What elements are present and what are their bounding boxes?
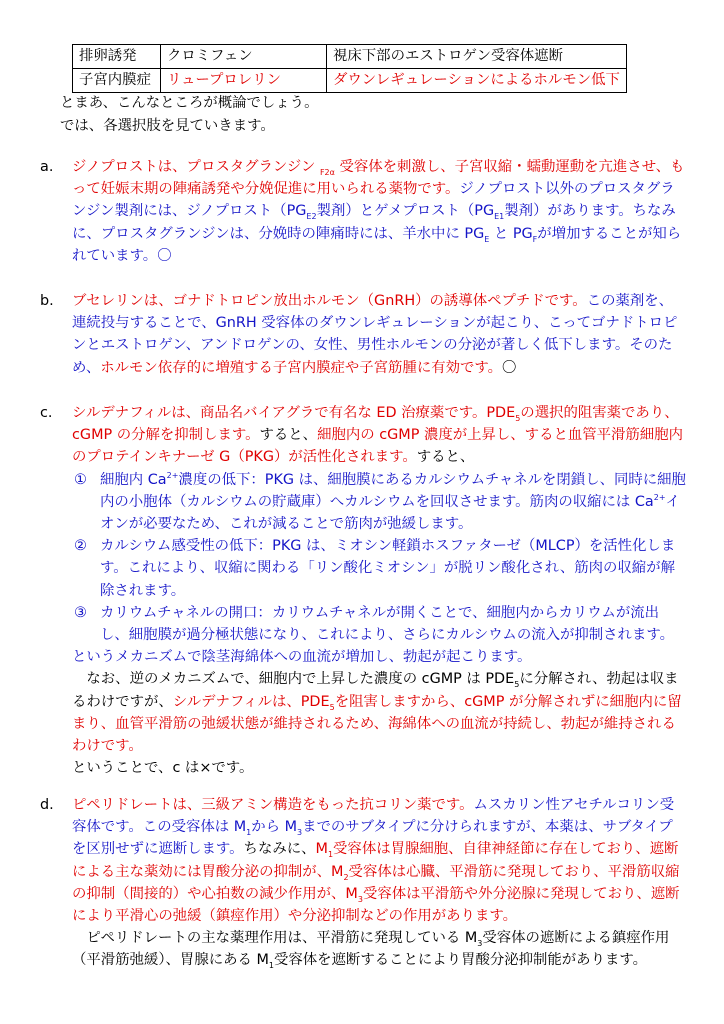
option-label: c. [40,405,53,421]
table-cell: 排卵誘発 [73,45,161,69]
option-label: d. [40,797,54,813]
intro-line-2: では、各選択肢を見ていきます。 [60,118,275,134]
intro-line-1: とまあ、こんなところが概論でしょう。 [60,95,319,111]
table-cell: ダウンレギュレーションによるホルモン低下 [327,69,627,93]
option-label: a. [40,159,54,175]
table-cell: 視床下部のエストロゲン受容体遮断 [327,45,627,69]
mechanism-item-2: ② カルシウム感受性の低下：PKG は、ミオシン軽鎖ホスファターゼ（MLCP）を活性化します。これにより、収縮に関わる「リン酸化ミオシン」が脱リン酸化され、筋肉の収縮が解除されます。 [74,538,676,599]
table-cell: クロミフェン [161,45,327,69]
mechanism-item-3: ③ カリウムチャネルの開口：カリウムチャネルが開くことで、細胞内からカリウムが流出し、細胞膜が過分極状態になり、これにより、さらにカルシウムの流入が抑制されます。 [74,604,674,644]
option-body: ジノプロストは、プロスタグランジン $_{F2\alpha}$ 受容体を刺激し、子宮収縮・蠕動運動を亢進させ、もって妊娠末期の陣痛誘発や分娩促進に用いられる薬物です。ジノプロスト以外のプロスタグランジン製剤には、ジノプロスト（$PG_{E2}$製剤）とゲメプロスト（$PG_{E1}$製剤）があります。ちなみに、プロスタグランジンは、分娩時の陣痛時には、羊水中に $PG_E$ と $PG_F$が増加することが知られています。〇 [72,159,685,264]
option-label: b. [40,293,54,309]
option-body: ブセレリンは、ゴナドトロピン放出ホルモン（GnRH）の誘導体ペプチドです。この薬剤を、連続投与することで、GnRH 受容体のダウンレギュレーションが起こり、こってゴナドトロピンとエストロゲン、アンドロゲンの、女性、男性ホルモンの分泌が著しく低下します。そのため、ホルモン依存的に増殖する子宮内膜症や子宮筋腫に有効です。〇 [72,293,678,376]
conclusion: ということで、c は×です。 [72,760,254,777]
drug-table [72,44,627,93]
option-body: ピペリドレートは、三級アミン構造をもった抗コリン薬です。ムスカリン性アセチルコリン受容体です。この受容体は $M_1$から $M_3$までのサブタイプに分けられますが、本薬は、サブタイプを区別せずに遮断します。ちなみに、$M_1$受容体は胃腺細胞、自律神経節に存在しており、遮断による主な薬効には胃酸分泌の抑制が、$M_2$受容体は心臓、平滑筋に発現しており、平滑筋収縮の抑制（間接的）や心拍数の減少作用が、$M_3$受容体は平滑筋や外分泌腺に発現しており、遮断により平滑心の弛緩（鎮痙作用）や分泌抑制などの作用があります。 ピペリドレートの主な薬理作用は、平滑筋に発現している $M_3$受容体の遮断による鎮痙作用（平滑筋弛緩）、胃腺にある $M_1$受容体を遮断することにより胃酸分泌抑制能があります。 [72,797,680,971]
table-cell: リュープロレリン [161,69,327,93]
option-body: シルデナフィルは、商品名バイアグラで有名な ED 治療薬です。$PDE_5$の選択的阻害薬であり、cGMP の分解を抑制します。すると、細胞内の cGMP 濃度が上昇し、すると血管平滑筋細胞内のプロテインキナーゼ G（PKG）が活性化されます。すると、 ① 細胞内 $Ca^{2+}$濃度の低下：PKG は、細胞膜にあるカルシウムチャネルを閉鎖し、同時に細胞内の小胞体（カルシウムの貯蔵庫）へカルシウムを回収させます。筋肉の収縮には $Ca^{2+}$イオンが必要なため、これが減ることで筋肉が弛緩します。 ② カルシウム感受性の低下：PKG は、ミオシン軽鎖ホスファターゼ（MLCP）を活性化します。これにより、収縮に関わる「リン酸化ミオシン」が脱リン酸化され、筋肉の収縮が解除されます。 ③ カリウムチャネルの開口：カリウムチャネルが開くことで、細胞内からカリウムが流出し、細胞膜が過分極状態になり、これにより、さらにカルシウムの流入が抑制されます。 というメカニズムで陰茎海綿体への血流が増加し、勃起が起こります。 なお、逆のメカニズムで、細胞内で上昇した濃度の cGMP は $PDE_5$に分解され、勃起は収まるわけですが、シルデナフィルは、$PDE_5$を阻害しますから、cGMP が分解されずに細胞内に留まり、血管平滑筋の弛緩状態が維持されるため、海綿体への血流が持続し、勃起が維持されるわけです。 ということで、c は×です。 [72,402,686,779]
mechanism-summary: というメカニズムで陰茎海綿体への血流が増加し、勃起が起こります。 [72,649,532,666]
table-cell: 子宮内膜症 [73,69,161,93]
table-row [73,45,627,69]
table-row [73,69,627,93]
mechanism-item-1: ① 細胞内 $Ca^{2+}$濃度の低下：PKG は、細胞膜にあるカルシウムチャネルを閉鎖し、同時に細胞内の小胞体（カルシウムの貯蔵庫）へカルシウムを回収させます。筋肉の収縮には $Ca^{2+}$イオンが必要なため、これが減ることで筋肉が弛緩します。 [74,470,686,533]
